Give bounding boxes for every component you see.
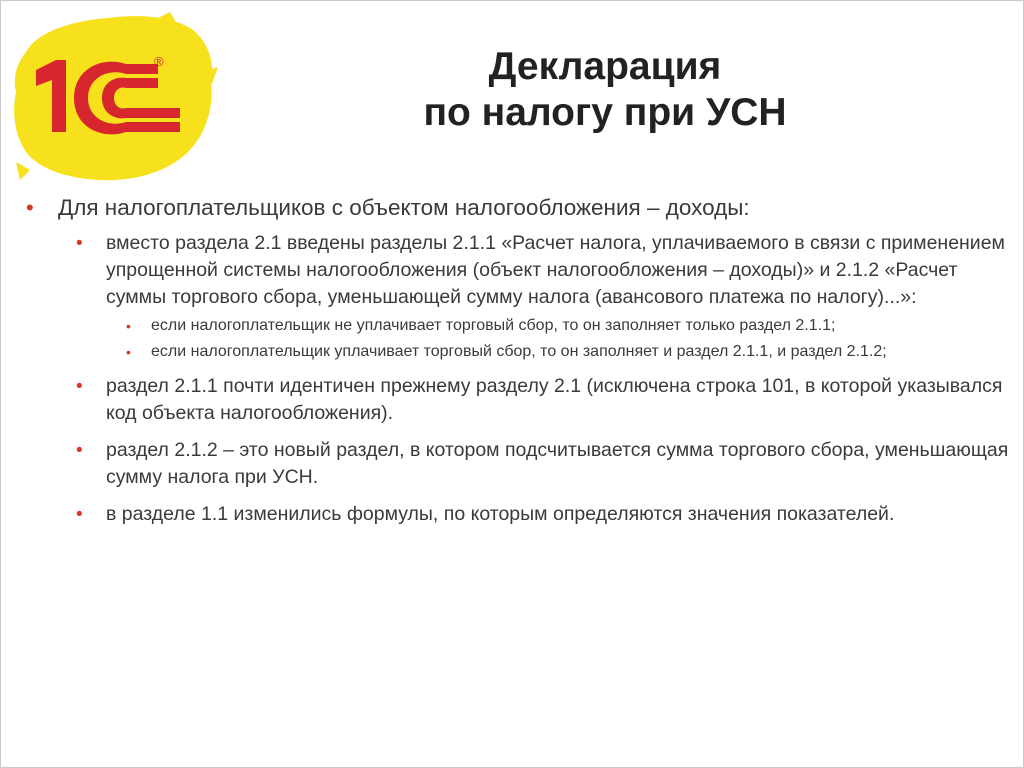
bullet-list: [22, 194, 1012, 528]
slide-title: [330, 44, 880, 136]
list-item: [22, 373, 1012, 427]
list-item: [22, 437, 1012, 491]
bullet-main: [22, 194, 1012, 222]
sub-list-item-text: если налогоплательщик уплачивает торговый сбор, то он заполняет и раздел 2.1.1, и раздел 2.1.2;: [151, 343, 887, 360]
bullet-dot-icon: •: [76, 440, 83, 461]
list-item: [22, 230, 1012, 311]
sub-list-item-text: если налогоплательщик не уплачивает торговый сбор, то он заполняет только раздел 2.1.1;: [151, 317, 836, 334]
bullet-main-text: Для налогоплательщиков с объектом налогообложения – доходы:: [58, 195, 750, 220]
sub-list-item: [22, 315, 1012, 337]
content-area: [22, 194, 1012, 528]
bullet-dot-icon: •: [76, 504, 83, 525]
list-item-text: раздел 2.1.1 почти идентичен прежнему разделу 2.1 (исключена строка 101, в которой указывался код объекта налогообложения).: [106, 375, 1003, 424]
bullet-dot-icon: •: [76, 233, 83, 254]
list-item-text: раздел 2.1.2 – это новый раздел, в котором подсчитывается сумма торгового сбора, уменьшающая сумму налога при УСН.: [106, 439, 1009, 488]
list-item: [22, 501, 1012, 528]
bullet-dot-icon: •: [126, 318, 131, 334]
list-item-text: вместо раздела 2.1 введены разделы 2.1.1 «Расчет налога, уплачиваемого в связи с применением упрощенной системы налогообложения (объект налогообложения – доходы)» и 2.1.2 «Расчет суммы торгового сбора, уменьшающей сумму налога (авансового платежа по налогу)...»:: [106, 232, 1005, 308]
title-line-2: по налогу при УСН: [423, 91, 787, 134]
bullet-dot-icon: •: [26, 195, 34, 220]
1c-logo: [8, 12, 218, 187]
list-item-text: в разделе 1.1 изменились формулы, по которым определяются значения показателей.: [106, 503, 895, 525]
bullet-dot-icon: •: [126, 344, 131, 360]
registered-mark: ®: [154, 54, 164, 69]
bullet-dot-icon: •: [76, 376, 83, 397]
logo-yellow-splash: [14, 12, 218, 180]
title-line-1: Декларация: [488, 45, 722, 88]
sub-list-item: [22, 341, 1012, 363]
